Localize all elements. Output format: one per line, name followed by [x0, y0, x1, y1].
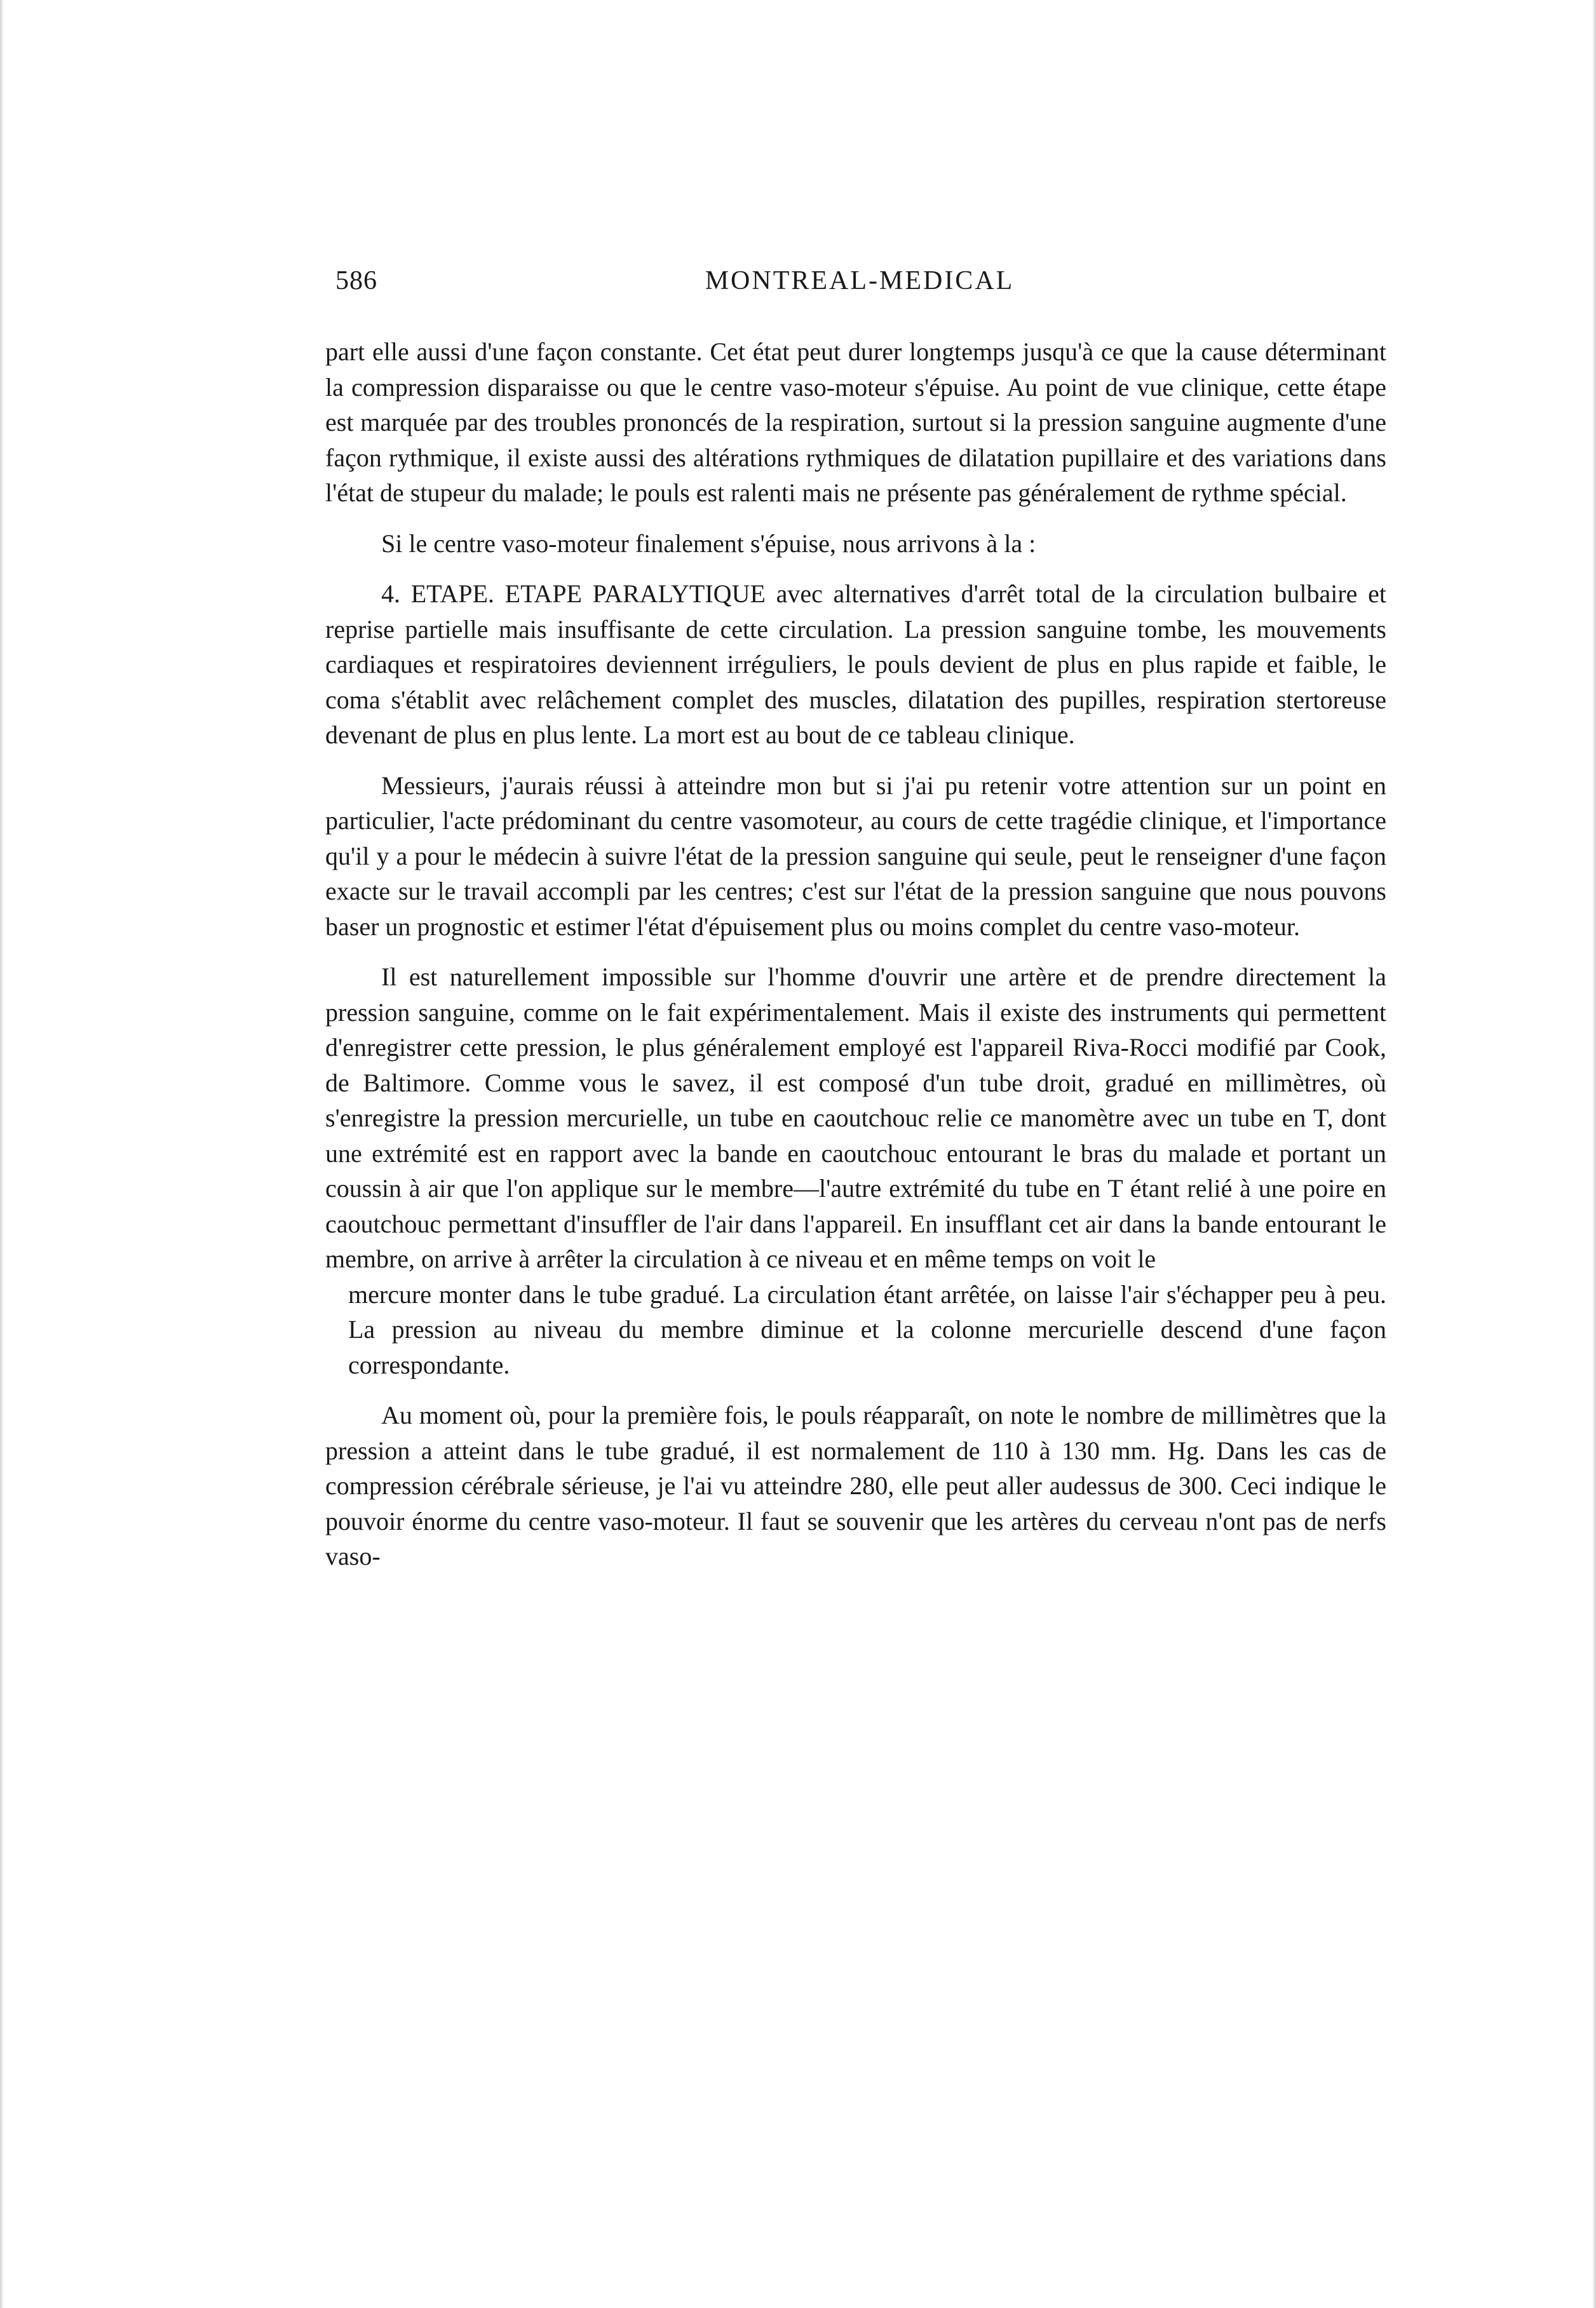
body-text	[325, 334, 1386, 1589]
page-number: 586	[335, 266, 377, 295]
scan-edge-left	[0, 0, 4, 2308]
paragraph-continuation: part elle aussi d'une façon constante. Cet état peut durer longtemps jusqu'à ce que la cause déterminant la compression disparaisse ou que le centre vaso-moteur s'épuise. Au point de vue clinique, cette étape est marquée par des troubles prononcés de la respiration, surtout si la pression sanguine augmente d'une façon rythmique, il existe aussi des altérations rythmiques de dilatation pupillaire et des variations dans l'état de stupeur du malade; le pouls est ralenti mais ne présente pas généralement de rythme spécial.	[325, 337, 1386, 507]
paragraph-paralytic-stage: 4. ETAPE. ETAPE PARALYTIQUE avec alternatives d'arrêt total de la circulation bulbaire et reprise partielle mais insuffisante de cette circulation. La pression sanguine tombe, les mouvements cardiaques et respiratoires deviennent irréguliers, le pouls devient de plus en plus rapide et faible, le coma s'établit avec relâchement complet des muscles, dilatation des pupilles, respiration stertoreuse devenant de plus en plus lente. La mort est au bout de ce tableau clinique.	[325, 579, 1386, 749]
paragraph-mercury-column: mercure monter dans le tube gradué. La circulation étant arrêtée, on laisse l'air s'échapper peu à peu. La pression au niveau du membre diminue et la colonne mercurielle descend d'une façon correspondante.	[348, 1279, 1386, 1379]
page-header	[335, 266, 1384, 310]
scan-edge-right	[1592, 0, 1596, 2308]
paragraph-transition: Si le centre vaso-moteur finalement s'épuise, nous arrivons à la :	[381, 529, 1036, 558]
running-head: MONTREAL-MEDICAL	[705, 266, 1015, 295]
paragraph-riva-rocci-apparatus: Il est naturellement impossible sur l'homme d'ouvrir une artère et de prendre directement la pression sanguine, comme on le fait expérimentalement. Mais il existe des instruments qui permettent d'enregistrer cette pression, le plus généralement employé est l'appareil Riva-Rocci modifié par Cook, de Baltimore. Comme vous le savez, il est composé d'un tube droit, gradué en millimètres, où s'enregistre la pression mercurielle, un tube en caoutchouc relie ce manomètre avec un tube en T, dont une extrémité est en rapport avec la bande en caoutchouc entourant le bras du malade et portant un coussin à air que l'on applique sur le membre—l'autre extrémité du tube en T étant relié à une poire en caoutchouc permettant d'insuffler de l'air dans l'appareil. En insufflant cet air dans la bande entourant le membre, on arrive à arrêter la circulation à ce niveau et en même temps on voit le	[325, 962, 1386, 1273]
paragraph-vasomotor-attention: Messieurs, j'aurais réussi à atteindre mon but si j'ai pu retenir votre attention sur un point en particulier, l'acte prédominant du centre vasomoteur, au cours de cette tragédie clinique, et l'importance qu'il y a pour le médecin à suivre l'état de la pression sanguine qui seule, peut le renseigner d'une façon exacte sur le travail accompli par les centres; c'est sur l'état de la pression sanguine que nous pouvons baser un prognostic et estimer l'état d'épuisement plus ou moins complet du centre vaso-moteur.	[325, 771, 1386, 941]
paragraph-pressure-values: Au moment où, pour la première fois, le pouls réapparaît, on note le nombre de millimètres que la pression a atteint dans le tube gradué, il est normalement de 110 à 130 mm. Hg. Dans les cas de compression cérébrale sérieuse, je l'ai vu atteindre 280, elle peut aller audessus de 300. Ceci indique le pouvoir énorme du centre vaso-moteur. Il faut se souvenir que les artères du cerveau n'ont pas de nerfs vaso-	[325, 1401, 1386, 1570]
